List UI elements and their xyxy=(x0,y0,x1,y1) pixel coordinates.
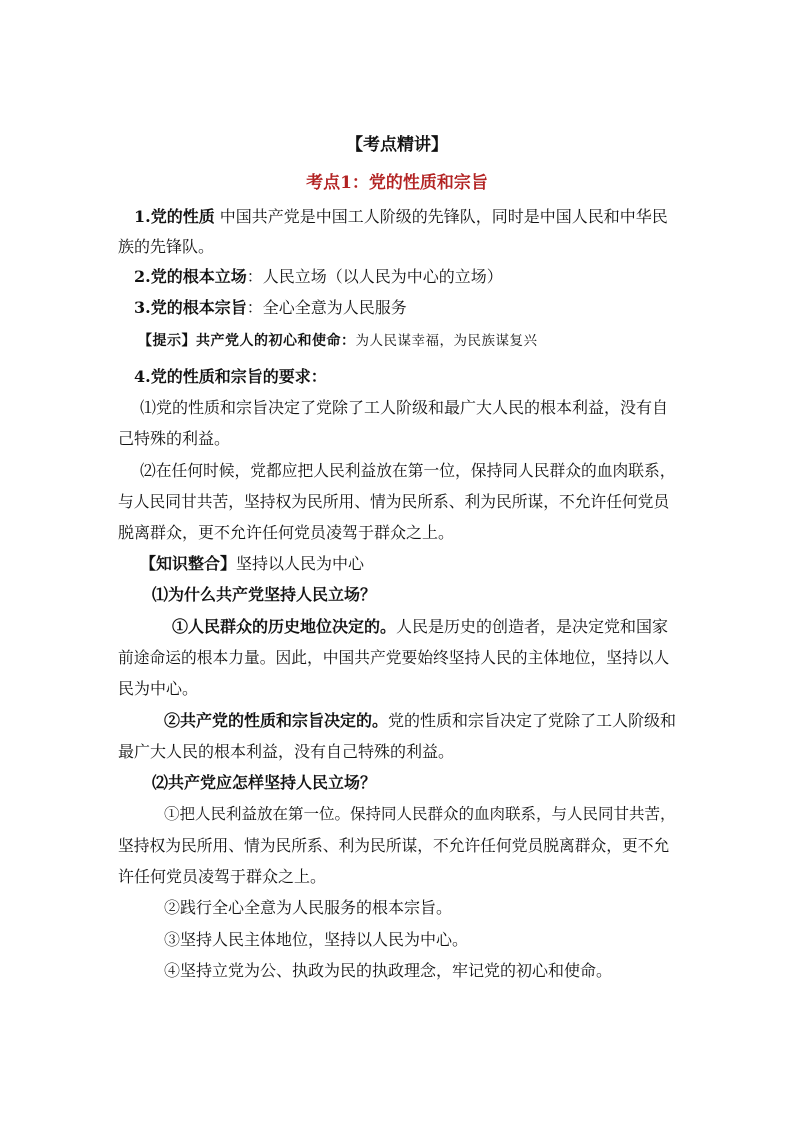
question-1-answer-a-label: ①人民群众的历史地位决定的。 xyxy=(172,617,397,636)
point-3-text: ：全心全意为人民服务 xyxy=(246,298,407,317)
point-4-item-1-continuation: 己特殊的利益。 xyxy=(118,429,231,448)
question-1-answer-a-text: 人民是历史的创造者，是决定党和国家 xyxy=(396,617,669,636)
question-2-answer-1-continuation-1: 坚持权为民所用、情为民所系、利为民所谋，不允许任何党员脱离群众，更不允 xyxy=(118,836,670,855)
point-1-text: 中国共产党是中国工人阶级的先锋队，同时是中国人民和中华民 xyxy=(214,207,668,226)
hint-text: 为人民谋幸福，为民族谋复兴 xyxy=(355,333,538,349)
integration-label: 【知识整合】 xyxy=(140,554,237,573)
point-4-item-2-continuation-1: 与人民同甘共苦，坚持权为民所用、情为民所系、利为民所谋，不允许任何党员 xyxy=(118,492,670,511)
question-1-answer-b xyxy=(164,711,676,731)
point-4-item-1: ⑴党的性质和宗旨决定了党除了工人阶级和最广大人民的根本利益，没有自 xyxy=(140,398,669,417)
point-4-label: 4.党的性质和宗旨的要求： xyxy=(134,367,327,386)
question-1-answer-a-continuation-2: 民为中心。 xyxy=(118,679,199,698)
point-1-label: 1.党的性质 xyxy=(134,207,215,226)
question-1-answer-b-continuation: 最广大人民的根本利益，没有自己特殊的利益。 xyxy=(118,742,455,761)
hint-label: 【提示】共产党人的初心和使命： xyxy=(138,333,356,349)
integration-heading xyxy=(140,554,364,574)
section-subtitle: 考点1：党的性质和宗旨 xyxy=(306,173,488,193)
question-2-answer-3: ③坚持人民主体地位，坚持以人民为中心。 xyxy=(164,930,469,949)
point-4-item-2: ⑵在任何时候，党都应把人民利益放在第一位，保持同人民群众的血肉联系， xyxy=(140,461,676,480)
question-1-answer-a xyxy=(172,617,668,637)
question-2-answer-4: ④坚持立党为公、执政为民的执政理念，牢记党的初心和使命。 xyxy=(164,961,613,980)
point-2-label: 2.党的根本立场 xyxy=(134,267,247,286)
question-1: ⑴为什么共产党坚持人民立场？ xyxy=(152,585,377,604)
section-title: 【考点精讲】 xyxy=(346,135,448,155)
point-1-continuation: 族的先锋队。 xyxy=(118,237,215,256)
point-4-item-2-continuation-2: 脱离群众，更不允许任何党员凌驾于群众之上。 xyxy=(118,523,455,542)
question-2-answer-2: ②践行全心全意为人民服务的根本宗旨。 xyxy=(164,898,453,917)
point-3-line xyxy=(134,298,407,318)
point-1-line xyxy=(134,207,668,227)
question-2-answer-1: ①把人民利益放在第一位。保持同人民群众的血肉联系，与人民同甘共苦， xyxy=(164,805,676,823)
question-1-answer-a-continuation-1: 前途命运的根本力量。因此，中国共产党要始终坚持人民的主体地位，坚持以人 xyxy=(118,648,670,667)
point-2-line xyxy=(134,267,503,287)
point-3-label: 3.党的根本宗旨 xyxy=(134,298,247,317)
point-2-text: ：人民立场（以人民为中心的立场） xyxy=(246,267,503,286)
question-1-answer-b-text: 党的性质和宗旨决定了党除了工人阶级和 xyxy=(388,711,677,730)
question-1-answer-b-label: ②共产党的性质和宗旨决定的。 xyxy=(164,711,389,730)
integration-title: 坚持以人民为中心 xyxy=(236,554,365,573)
hint-line xyxy=(138,331,538,351)
question-2: ⑵共产党应怎样坚持人民立场？ xyxy=(152,773,377,792)
question-2-answer-1-continuation-2: 许任何党员凌驾于群众之上。 xyxy=(118,867,327,886)
